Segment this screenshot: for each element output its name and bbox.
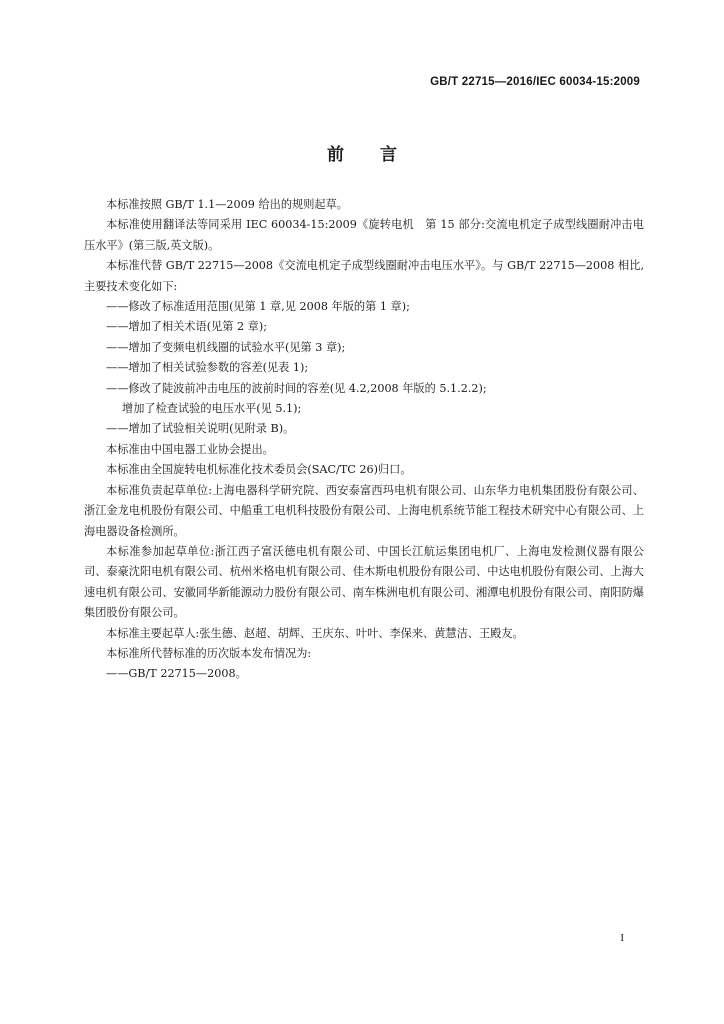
- paragraph-history-intro: 本标准所代替标准的历次版本发布情况为:: [106, 646, 312, 660]
- paragraph-replacement: 本标准代替 GB/T 22715—2008《交流电机定子成型线圈耐冲击电压水平》。与 GB/T 22715—2008 相比,主要技术变化如下:: [84, 259, 644, 293]
- paragraph-committee: 本标准由全国旋转电机标准化技术委员会(SAC/TC 26)归口。: [106, 463, 412, 477]
- change-item: 增加了检查试验的电压水平(见 5.1);: [122, 402, 302, 416]
- paragraph-adoption: 本标准使用翻译法等同采用 IEC 60034-15:2009《旋转电机 第 15 部分:交流电机定子成型线圈耐冲击电压水平》(第三版,英文版)。: [84, 218, 644, 252]
- change-item: ——修改了陡波前冲击电压的波前时间的容差(见 4.2,2008 年版的 5.1.2.2);: [106, 381, 487, 395]
- paragraph-drafters: 本标准主要起草人:张生德、赵超、胡辉、王庆东、叶叶、李保来、黄慧洁、王殿友。: [106, 626, 524, 640]
- change-item: ——增加了变频电机线圈的试验水平(见第 3 章);: [106, 340, 346, 354]
- change-item: ——修改了标准适用范围(见第 1 章,见 2008 年版的第 1 章);: [106, 300, 410, 314]
- change-item: ——增加了相关试验参数的容差(见表 1);: [106, 361, 309, 375]
- change-item: ——增加了试验相关说明(见附录 B)。: [106, 422, 295, 436]
- paragraph-proposer: 本标准由中国电器工业协会提出。: [106, 442, 274, 456]
- page-title: 前言: [327, 145, 433, 165]
- foreword-body: [84, 195, 644, 685]
- page-number: I: [620, 932, 624, 944]
- standard-code: GB/T 22715—2016/IEC 60034-15:2009: [430, 76, 640, 88]
- change-item: ——增加了相关术语(见第 2 章);: [106, 320, 267, 334]
- paragraph-participating-units: 本标准参加起草单位:浙江西子富沃德电机有限公司、中国长江航运集团电机厂、上海电发检测仪器有限公司、泰豪沈阳电机有限公司、杭州米格电机有限公司、佳木斯电机股份有限公司、中达电机股份有限公司、上海大速电机有限公司、安徽同华新能源动力股份有限公司、南车株洲电机有限公司、湘潭电机股份有限公司、南阳防爆集团股份有限公司。: [84, 544, 644, 620]
- paragraph-main-drafters-units: 本标准负责起草单位:上海电器科学研究院、西安泰富西玛电机有限公司、山东华力电机集团股份有限公司、浙江金龙电机股份有限公司、中船重工电机科技股份有限公司、上海电机系统节能工程技术研究中心有限公司、上海电器设备检测所。: [84, 483, 644, 538]
- paragraph-history-item: ——GB/T 22715—2008。: [106, 667, 247, 681]
- paragraph-drafting-rules: 本标准按照 GB/T 1.1—2009 给出的规则起草。: [106, 198, 348, 211]
